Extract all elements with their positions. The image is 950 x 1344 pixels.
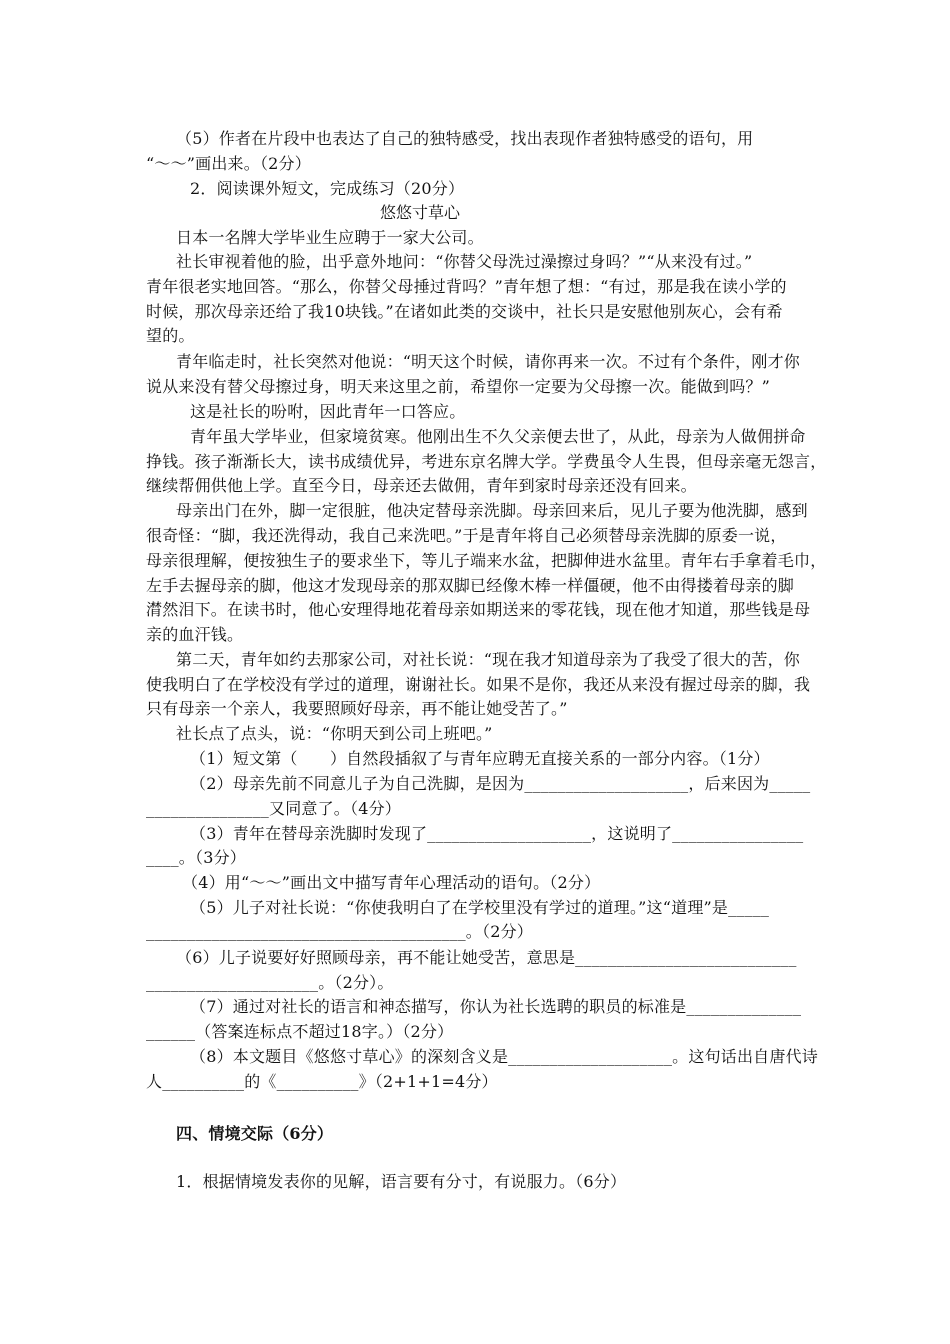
section-4-question-1: 1．根据情境发表你的见解，语言要有分寸，有说服力。（6分） <box>176 1172 627 1191</box>
exercise-2-line-1: （2）母亲先前不同意儿子为自己洗脚，是因为____________________，后来因为_____ <box>190 774 811 793</box>
exercise-8-line-1: （8）本文题目《悠悠寸草心》的深刻含义是____________________。这句话出自唐代诗 <box>190 1047 818 1066</box>
exercise-3-line-1: （3）青年在替母亲洗脚时发现了____________________，这说明了________________ <box>190 824 804 843</box>
section-2-instruction: 2．阅读课外短文，完成练习（20分） <box>190 179 465 198</box>
paragraph-2-line-3: 时候，那次母亲还给了我10块钱。”在诸如此类的交谈中，社长只是安慰他别灰心，会有希 <box>146 302 783 321</box>
paragraph-2-line-4: 望的。 <box>146 326 195 345</box>
paragraph-6-line-6: 亲的血汗钱。 <box>146 625 244 644</box>
exercise-2-line-2: _______________又同意了。（4分） <box>146 799 401 818</box>
paragraph-6-line-1: 母亲出门在外，脚一定很脏，他决定替母亲洗脚。母亲回来后，见儿子要为他洗脚，感到 <box>176 501 808 520</box>
question-5-line-1: （5）作者在片段中也表达了自己的独特感受，找出表现作者独特感受的语句，用 <box>176 129 754 148</box>
paragraph-2-line-2: 青年很老实地回答。“那么，你替父母捶过背吗？”青年想了想：“有过，那是我在读小学的 <box>146 277 787 296</box>
paragraph-3-line-2: 说从来没有替父母擦过身，明天来这里之前，希望你一定要为父母擦一次。能做到吗？” <box>146 377 770 396</box>
section-4-heading: 四、情境交际（6分） <box>176 1124 334 1143</box>
paragraph-5-line-1: 青年虽大学毕业，但家境贫寒。他刚出生不久父亲便去世了，从此，母亲为人做佣拼命 <box>190 427 806 446</box>
exercise-8-line-2: 人__________的《__________》（2+1+1=4分） <box>146 1072 498 1091</box>
paragraph-7-line-1: 第二天，青年如约去那家公司，对社长说：“现在我才知道母亲为了我受了很大的苦，你 <box>176 650 800 669</box>
exercise-5-line-2: _______________________________________。（2分） <box>146 922 533 941</box>
paragraph-6-line-2: 很奇怪：“脚，我还洗得动，我自己来洗吧。”于是青年将自己必须替母亲洗脚的原委一说， <box>146 526 787 545</box>
passage-title: 悠悠寸草心 <box>380 203 461 222</box>
paragraph-3-line-1: 青年临走时，社长突然对他说：“明天这个时候，请你再来一次。不过有个条件，刚才你 <box>176 352 800 371</box>
paragraph-6-line-3: 母亲很理解，便按独生子的要求坐下，等儿子端来水盆，把脚伸进水盆里。青年右手拿着毛巾， <box>146 551 827 570</box>
paragraph-5-line-3: 继续帮佣供他上学。直至今日，母亲还去做佣，青年到家时母亲还没有回来。 <box>146 476 697 495</box>
paragraph-2-line-1: 社长审视着他的脸，出乎意外地问：“你替父母洗过澡擦过身吗？”“从来没有过。” <box>176 252 753 271</box>
exercise-6-line-1: （6）儿子说要好好照顾母亲，再不能让她受苦，意思是___________________________ <box>176 948 797 967</box>
paragraph-6-line-5: 潸然泪下。在读书时，他心安理得地花着母亲如期送来的零花钱，现在他才知道，那些钱是母 <box>146 600 811 619</box>
paragraph-5-line-2: 挣钱。孩子渐渐长大，读书成绩优异，考进东京名牌大学。学费虽令人生畏，但母亲毫无怨言， <box>146 452 827 471</box>
paragraph-8: 社长点了点头，说：“你明天到公司上班吧。” <box>176 724 493 743</box>
exercise-5-line-1: （5）儿子对社长说：“你使我明白了在学校里没有学过的道理。”这“道理”是_____ <box>190 898 770 917</box>
exercise-3-line-2: ____。（3分） <box>146 848 246 867</box>
paragraph-1: 日本一名牌大学毕业生应聘于一家大公司。 <box>176 228 484 247</box>
exercise-7-line-2: ______（答案连标点不超过18字。）（2分） <box>146 1022 454 1041</box>
paragraph-7-line-2: 使我明白了在学校没有学过的道理，谢谢社长。如果不是你，我还从来没有握过母亲的脚，我 <box>146 675 811 694</box>
question-5-line-2: “～～”画出来。（2分） <box>146 154 311 173</box>
exercise-4: （4）用“～～”画出文中描写青年心理活动的语句。（2分） <box>182 873 601 892</box>
paragraph-6-line-4: 左手去握母亲的脚，他这才发现母亲的那双脚已经像木棒一样僵硬，他不由得搂着母亲的脚 <box>146 576 795 595</box>
paragraph-7-line-3: 只有母亲一个亲人，我要照顾好母亲，再不能让她受苦了。” <box>146 699 568 718</box>
paragraph-4: 这是社长的吩咐，因此青年一口答应。 <box>190 402 466 421</box>
exercise-7-line-1: （7）通过对社长的语言和神态描写，你认为社长选聘的职员的标准是______________ <box>190 997 802 1016</box>
exercise-1: （1）短文第（ ）自然段插叙了与青年应聘无直接关系的一部分内容。（1分） <box>190 749 770 768</box>
exercise-6-line-2: _____________________。（2分）。 <box>146 973 394 992</box>
